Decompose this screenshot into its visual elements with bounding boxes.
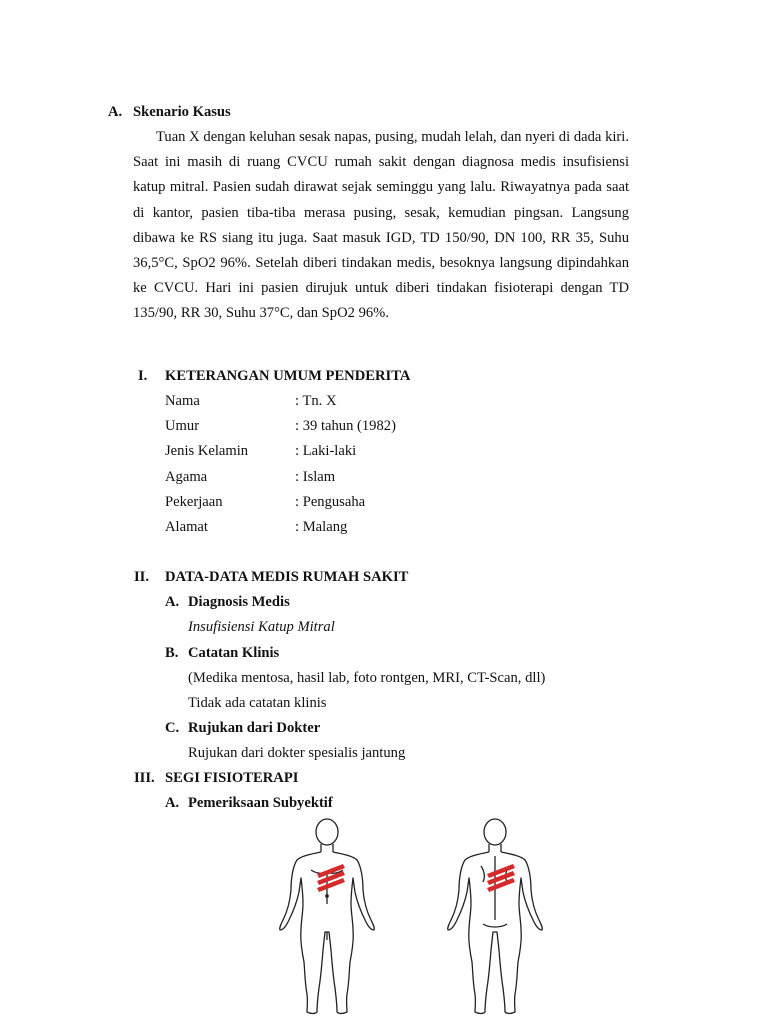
paragraph-line: dibawa ke RS siang itu juga. Saat masuk IGD, TD 150/90, DN 100, RR 35, Suhu bbox=[133, 230, 629, 246]
section-a-marker: A. bbox=[108, 104, 123, 120]
info-label: Nama bbox=[165, 393, 200, 409]
info-value: : Islam bbox=[295, 469, 336, 485]
info-value: : Tn. X bbox=[295, 393, 337, 409]
section-3-marker: III. bbox=[134, 770, 155, 786]
section-3-title: SEGI FISIOTERAPI bbox=[165, 770, 299, 786]
diagnosis-title: Diagnosis Medis bbox=[188, 594, 290, 610]
paragraph-line: 36,5°C, SpO2 96%. Setelah diberi tindakan medis, besoknya langsung dipindahkan bbox=[133, 255, 629, 271]
section-1-marker: I. bbox=[138, 368, 148, 384]
subsection-b-marker: B. bbox=[165, 645, 179, 661]
subsection-a-marker: A. bbox=[165, 795, 180, 811]
info-value: : 39 tahun (1982) bbox=[295, 418, 396, 434]
info-label: Agama bbox=[165, 469, 208, 485]
pain-area-front bbox=[317, 864, 345, 892]
referral-title: Rujukan dari Dokter bbox=[188, 720, 321, 736]
info-label: Pekerjaan bbox=[165, 494, 223, 510]
clinical-notes-result: Tidak ada catatan klinis bbox=[188, 695, 327, 711]
paragraph-line: di kantor, pasien tiba-tiba merasa pusing, sesak, kemudian pingsan. Langsung bbox=[133, 205, 629, 221]
clinical-notes-text: (Medika mentosa, hasil lab, foto rontgen, MRI, CT-Scan, dll) bbox=[188, 670, 546, 686]
info-value: : Pengusaha bbox=[295, 494, 366, 510]
paragraph-line: Tuan X dengan keluhan sesak napas, pusing, mudah lelah, dan nyeri di dada kiri. bbox=[156, 129, 629, 145]
subsection-a-marker: A. bbox=[165, 594, 180, 610]
subjective-exam-title: Pemeriksaan Subyektif bbox=[188, 795, 333, 811]
subsection-c-marker: C. bbox=[165, 720, 180, 736]
human-body-front-icon bbox=[280, 819, 375, 1014]
info-label: Umur bbox=[165, 418, 200, 434]
section-1-title: KETERANGAN UMUM PENDERITA bbox=[165, 368, 411, 384]
clinical-notes-title: Catatan Klinis bbox=[188, 645, 280, 661]
section-a-title: Skenario Kasus bbox=[133, 104, 231, 120]
body-chart-figure bbox=[255, 812, 545, 1024]
info-label: Jenis Kelamin bbox=[165, 443, 249, 459]
info-label: Alamat bbox=[165, 519, 208, 535]
pain-area-back bbox=[487, 864, 515, 892]
info-value: : Laki-laki bbox=[295, 443, 357, 459]
section-2-title: DATA-DATA MEDIS RUMAH SAKIT bbox=[165, 569, 409, 585]
human-body-back-icon bbox=[448, 819, 543, 1014]
paragraph-line: ke CVCU. Hari ini pasien dirujuk untuk diberi tindakan fisioterapi dengan TD bbox=[133, 280, 629, 296]
section-2-marker: II. bbox=[134, 569, 150, 585]
paragraph-line: katup mitral. Pasien sudah dirawat sejak seminggu yang lalu. Riwayatnya pada saat bbox=[133, 179, 629, 195]
info-value: : Malang bbox=[295, 519, 348, 535]
paragraph-line: 135/90, RR 30, Suhu 37°C, dan SpO2 96%. bbox=[133, 305, 389, 321]
referral-text: Rujukan dari dokter spesialis jantung bbox=[188, 745, 406, 761]
paragraph-line: Saat ini masih di ruang CVCU rumah sakit dengan diagnosa medis insufisiensi bbox=[133, 154, 629, 170]
diagnosis-text: Insufisiensi Katup Mitral bbox=[188, 619, 335, 635]
